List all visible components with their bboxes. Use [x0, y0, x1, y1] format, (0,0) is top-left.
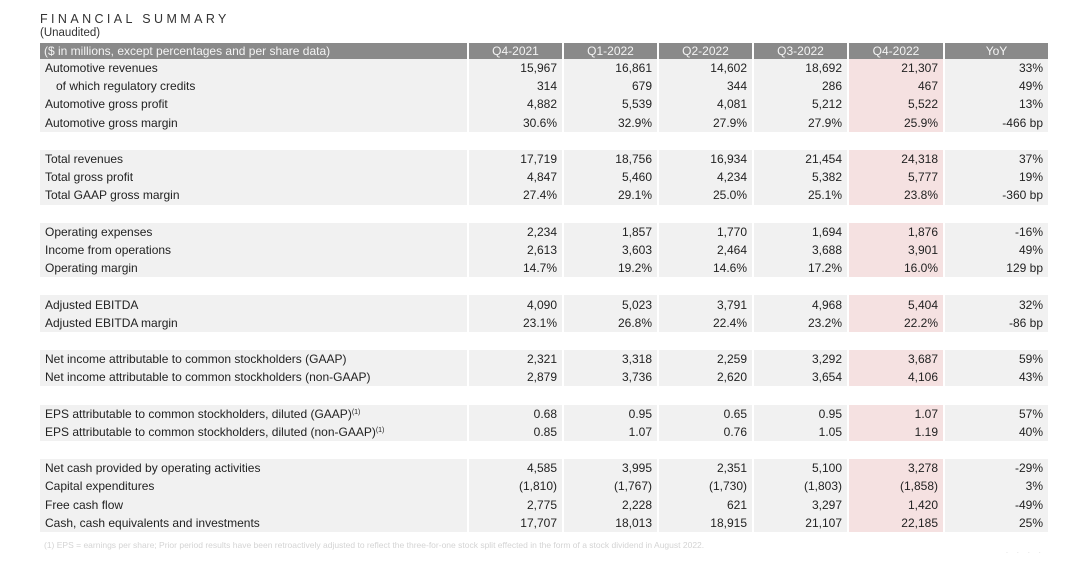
row-label-text: Cash, cash equivalents and investments: [45, 515, 260, 530]
table-row: [40, 59, 1048, 77]
row-label-text: Net income attributable to common stockholders (non-GAAP): [45, 370, 371, 385]
value-cell: 3,654: [753, 368, 848, 386]
value-cell: 2,259: [658, 350, 753, 368]
table-row: [40, 77, 1048, 95]
financial-summary-table: [40, 43, 1048, 532]
value-cell: 2,321: [468, 350, 563, 368]
row-label-text: Automotive gross profit: [45, 97, 168, 112]
value-cell: 27.9%: [753, 114, 848, 132]
value-cell: 3,688: [753, 241, 848, 259]
value-cell: 16,934: [658, 150, 753, 168]
value-cell: 27.9%: [658, 114, 753, 132]
value-cell: 3,901: [848, 241, 944, 259]
value-cell: 17.2%: [753, 259, 848, 277]
spacer-cell: [563, 277, 658, 295]
spacer-cell: [848, 441, 944, 459]
row-label: [40, 95, 468, 113]
spacer-cell: [944, 277, 1048, 295]
group-spacer: [40, 386, 1048, 404]
value-cell: 32.9%: [563, 114, 658, 132]
spacer-cell: [468, 441, 563, 459]
spacer-cell: [40, 332, 468, 350]
row-label-text: Net cash provided by operating activities: [45, 461, 261, 476]
spacer-cell: [563, 205, 658, 223]
table-row: [40, 459, 1048, 477]
value-cell: 3,736: [563, 368, 658, 386]
table-row: [40, 496, 1048, 514]
spacer-cell: [658, 205, 753, 223]
value-cell: 5,522: [848, 95, 944, 113]
value-cell: 17,707: [468, 514, 563, 532]
spacer-cell: [753, 332, 848, 350]
spacer-cell: [468, 205, 563, 223]
value-cell: 5,100: [753, 459, 848, 477]
value-cell: 3,791: [658, 295, 753, 313]
value-cell: 14.7%: [468, 259, 563, 277]
group-spacer: [40, 132, 1048, 150]
value-cell: 5,382: [753, 168, 848, 186]
row-label-text: Operating margin: [45, 261, 138, 276]
value-cell: 2,775: [468, 496, 563, 514]
value-cell: 4,847: [468, 168, 563, 186]
spacer-cell: [563, 132, 658, 150]
value-cell: (1,803): [753, 477, 848, 495]
value-cell: 2,234: [468, 223, 563, 241]
value-cell: 16,861: [563, 59, 658, 77]
value-cell: 29.1%: [563, 186, 658, 204]
table-row: [40, 405, 1048, 423]
row-label-text: Adjusted EBITDA margin: [45, 315, 178, 330]
value-cell: 4,968: [753, 295, 848, 313]
row-label-text: Free cash flow: [45, 497, 124, 512]
row-label: [40, 477, 468, 495]
value-cell: 1,876: [848, 223, 944, 241]
header-column: Q4-2021: [468, 43, 563, 59]
spacer-cell: [944, 332, 1048, 350]
row-label-text: EPS attributable to common stockholders, diluted (GAAP): [45, 406, 352, 421]
table-row: [40, 168, 1048, 186]
spacer-cell: [944, 132, 1048, 150]
spacer-cell: [753, 441, 848, 459]
spacer-cell: [40, 386, 468, 404]
value-cell: 21,107: [753, 514, 848, 532]
table-row: [40, 314, 1048, 332]
row-label: [40, 295, 468, 313]
value-cell: 5,404: [848, 295, 944, 313]
table-row: [40, 295, 1048, 313]
row-label-text: Capital expenditures: [45, 479, 155, 494]
row-label: [40, 514, 468, 532]
value-cell: 25.9%: [848, 114, 944, 132]
value-cell: 16.0%: [848, 259, 944, 277]
value-cell: 22.4%: [658, 314, 753, 332]
spacer-cell: [468, 132, 563, 150]
yoy-cell: -29%: [944, 459, 1048, 477]
value-cell: 30.6%: [468, 114, 563, 132]
spacer-cell: [944, 205, 1048, 223]
table-row: [40, 241, 1048, 259]
spacer-cell: [563, 332, 658, 350]
row-label: [40, 496, 468, 514]
table-row: [40, 186, 1048, 204]
table-body: [40, 59, 1048, 532]
table-row: [40, 350, 1048, 368]
spacer-cell: [848, 205, 944, 223]
row-label: [40, 423, 468, 441]
value-cell: 21,307: [848, 59, 944, 77]
yoy-cell: -16%: [944, 223, 1048, 241]
footnote-marker: (1): [351, 408, 361, 416]
value-cell: 467: [848, 77, 944, 95]
yoy-cell: 37%: [944, 150, 1048, 168]
row-label-text: Total GAAP gross margin: [45, 188, 180, 203]
spacer-cell: [848, 386, 944, 404]
row-label-text: Operating expenses: [45, 224, 153, 239]
value-cell: 0.68: [468, 405, 563, 423]
value-cell: 621: [658, 496, 753, 514]
spacer-cell: [468, 332, 563, 350]
row-label: [40, 168, 468, 186]
row-label: [40, 59, 468, 77]
spacer-cell: [40, 132, 468, 150]
spacer-cell: [658, 132, 753, 150]
yoy-cell: 32%: [944, 295, 1048, 313]
value-cell: 18,756: [563, 150, 658, 168]
value-cell: 14,602: [658, 59, 753, 77]
value-cell: 27.4%: [468, 186, 563, 204]
value-cell: 2,464: [658, 241, 753, 259]
spacer-cell: [753, 132, 848, 150]
value-cell: 1.07: [563, 423, 658, 441]
spacer-cell: [848, 277, 944, 295]
header-column: Q3-2022: [753, 43, 848, 59]
value-cell: 5,777: [848, 168, 944, 186]
value-cell: 0.65: [658, 405, 753, 423]
yoy-cell: 25%: [944, 514, 1048, 532]
value-cell: 679: [563, 77, 658, 95]
row-label: [40, 77, 468, 95]
group-spacer: [40, 332, 1048, 350]
header-column: Q1-2022: [563, 43, 658, 59]
value-cell: 3,278: [848, 459, 944, 477]
table-row: [40, 150, 1048, 168]
value-cell: (1,810): [468, 477, 563, 495]
yoy-cell: -49%: [944, 496, 1048, 514]
row-label: [40, 459, 468, 477]
value-cell: 2,613: [468, 241, 563, 259]
value-cell: (1,730): [658, 477, 753, 495]
value-cell: 21,454: [753, 150, 848, 168]
table-row: [40, 514, 1048, 532]
row-label-text: EPS attributable to common stockholders, diluted (non-GAAP): [45, 424, 376, 439]
spacer-cell: [563, 386, 658, 404]
value-cell: 22.2%: [848, 314, 944, 332]
spacer-cell: [40, 277, 468, 295]
row-label: [40, 314, 468, 332]
value-cell: 4,081: [658, 95, 753, 113]
value-cell: 15,967: [468, 59, 563, 77]
value-cell: 3,687: [848, 350, 944, 368]
row-label: [40, 114, 468, 132]
row-label-text: Total gross profit: [45, 170, 134, 185]
header-column: YoY: [944, 43, 1048, 59]
header-column: Q4-2022: [848, 43, 944, 59]
spacer-cell: [563, 441, 658, 459]
value-cell: 3,318: [563, 350, 658, 368]
yoy-cell: 49%: [944, 77, 1048, 95]
spacer-cell: [40, 205, 468, 223]
footnote-marker: (1): [375, 426, 385, 434]
value-cell: 1.19: [848, 423, 944, 441]
value-cell: 2,228: [563, 496, 658, 514]
value-cell: 5,460: [563, 168, 658, 186]
page-mark-decoration: · · · ·: [1005, 548, 1044, 557]
table-row: [40, 477, 1048, 495]
group-spacer: [40, 441, 1048, 459]
spacer-cell: [944, 441, 1048, 459]
value-cell: 5,212: [753, 95, 848, 113]
value-cell: 4,882: [468, 95, 563, 113]
table-row: [40, 95, 1048, 113]
value-cell: 22,185: [848, 514, 944, 532]
yoy-cell: 129 bp: [944, 259, 1048, 277]
row-label-text: Income from operations: [45, 242, 172, 257]
row-label-text: Total revenues: [45, 152, 124, 167]
yoy-cell: 57%: [944, 405, 1048, 423]
value-cell: 19.2%: [563, 259, 658, 277]
value-cell: 1.07: [848, 405, 944, 423]
row-label: [40, 223, 468, 241]
row-label-text: of which regulatory credits: [56, 79, 196, 94]
spacer-cell: [848, 332, 944, 350]
row-label: [40, 405, 468, 423]
row-label: [40, 186, 468, 204]
value-cell: 0.95: [753, 405, 848, 423]
yoy-cell: 59%: [944, 350, 1048, 368]
yoy-cell: 40%: [944, 423, 1048, 441]
yoy-cell: -466 bp: [944, 114, 1048, 132]
value-cell: 26.8%: [563, 314, 658, 332]
page-subtitle: (Unaudited): [40, 27, 101, 39]
yoy-cell: 19%: [944, 168, 1048, 186]
footnote: (1) EPS = earnings per share; Prior period results have been retroactively adjusted to reflect the three-for-one stock split effected in the form of a stock dividend in August 2022.: [44, 540, 705, 550]
spacer-cell: [848, 132, 944, 150]
value-cell: 3,292: [753, 350, 848, 368]
table-row: [40, 423, 1048, 441]
value-cell: 4,585: [468, 459, 563, 477]
value-cell: 4,090: [468, 295, 563, 313]
yoy-cell: -360 bp: [944, 186, 1048, 204]
row-label: [40, 241, 468, 259]
yoy-cell: -86 bp: [944, 314, 1048, 332]
table-row: [40, 114, 1048, 132]
yoy-cell: 13%: [944, 95, 1048, 113]
spacer-cell: [753, 205, 848, 223]
value-cell: 17,719: [468, 150, 563, 168]
value-cell: 4,106: [848, 368, 944, 386]
value-cell: 0.95: [563, 405, 658, 423]
page-title: FINANCIAL SUMMARY: [40, 12, 230, 26]
value-cell: 2,879: [468, 368, 563, 386]
spacer-cell: [658, 332, 753, 350]
value-cell: 14.6%: [658, 259, 753, 277]
value-cell: 5,539: [563, 95, 658, 113]
table-row: [40, 368, 1048, 386]
yoy-cell: 33%: [944, 59, 1048, 77]
spacer-cell: [468, 277, 563, 295]
value-cell: 0.76: [658, 423, 753, 441]
row-label-text: Adjusted EBITDA: [45, 297, 139, 312]
row-label-text: Net income attributable to common stockholders (GAAP): [45, 352, 347, 367]
value-cell: 3,603: [563, 241, 658, 259]
value-cell: 24,318: [848, 150, 944, 168]
group-spacer: [40, 205, 1048, 223]
value-cell: 4,234: [658, 168, 753, 186]
value-cell: 5,023: [563, 295, 658, 313]
header-label: ($ in millions, except percentages and per share data): [40, 43, 468, 59]
value-cell: 25.0%: [658, 186, 753, 204]
value-cell: 25.1%: [753, 186, 848, 204]
spacer-cell: [753, 386, 848, 404]
spacer-cell: [658, 441, 753, 459]
group-spacer: [40, 277, 1048, 295]
value-cell: 23.2%: [753, 314, 848, 332]
value-cell: 18,692: [753, 59, 848, 77]
value-cell: 1,420: [848, 496, 944, 514]
row-label: [40, 150, 468, 168]
spacer-cell: [753, 277, 848, 295]
value-cell: (1,858): [848, 477, 944, 495]
value-cell: 0.85: [468, 423, 563, 441]
yoy-cell: 49%: [944, 241, 1048, 259]
header-column: Q2-2022: [658, 43, 753, 59]
value-cell: 3,995: [563, 459, 658, 477]
spacer-cell: [468, 386, 563, 404]
value-cell: (1,767): [563, 477, 658, 495]
row-label: [40, 350, 468, 368]
value-cell: 1,770: [658, 223, 753, 241]
value-cell: 2,620: [658, 368, 753, 386]
value-cell: 1.05: [753, 423, 848, 441]
table-row: [40, 259, 1048, 277]
value-cell: 3,297: [753, 496, 848, 514]
row-label: [40, 259, 468, 277]
row-label-text: Automotive gross margin: [45, 115, 178, 130]
yoy-cell: 3%: [944, 477, 1048, 495]
value-cell: 286: [753, 77, 848, 95]
table-row: [40, 223, 1048, 241]
value-cell: 1,694: [753, 223, 848, 241]
spacer-cell: [944, 386, 1048, 404]
spacer-cell: [658, 386, 753, 404]
value-cell: 23.1%: [468, 314, 563, 332]
table-header-row: [40, 43, 1048, 59]
value-cell: 314: [468, 77, 563, 95]
value-cell: 2,351: [658, 459, 753, 477]
spacer-cell: [40, 441, 468, 459]
value-cell: 18,915: [658, 514, 753, 532]
value-cell: 23.8%: [848, 186, 944, 204]
value-cell: 1,857: [563, 223, 658, 241]
row-label-text: Automotive revenues: [45, 61, 158, 76]
yoy-cell: 43%: [944, 368, 1048, 386]
value-cell: 344: [658, 77, 753, 95]
value-cell: 18,013: [563, 514, 658, 532]
spacer-cell: [658, 277, 753, 295]
row-label: [40, 368, 468, 386]
